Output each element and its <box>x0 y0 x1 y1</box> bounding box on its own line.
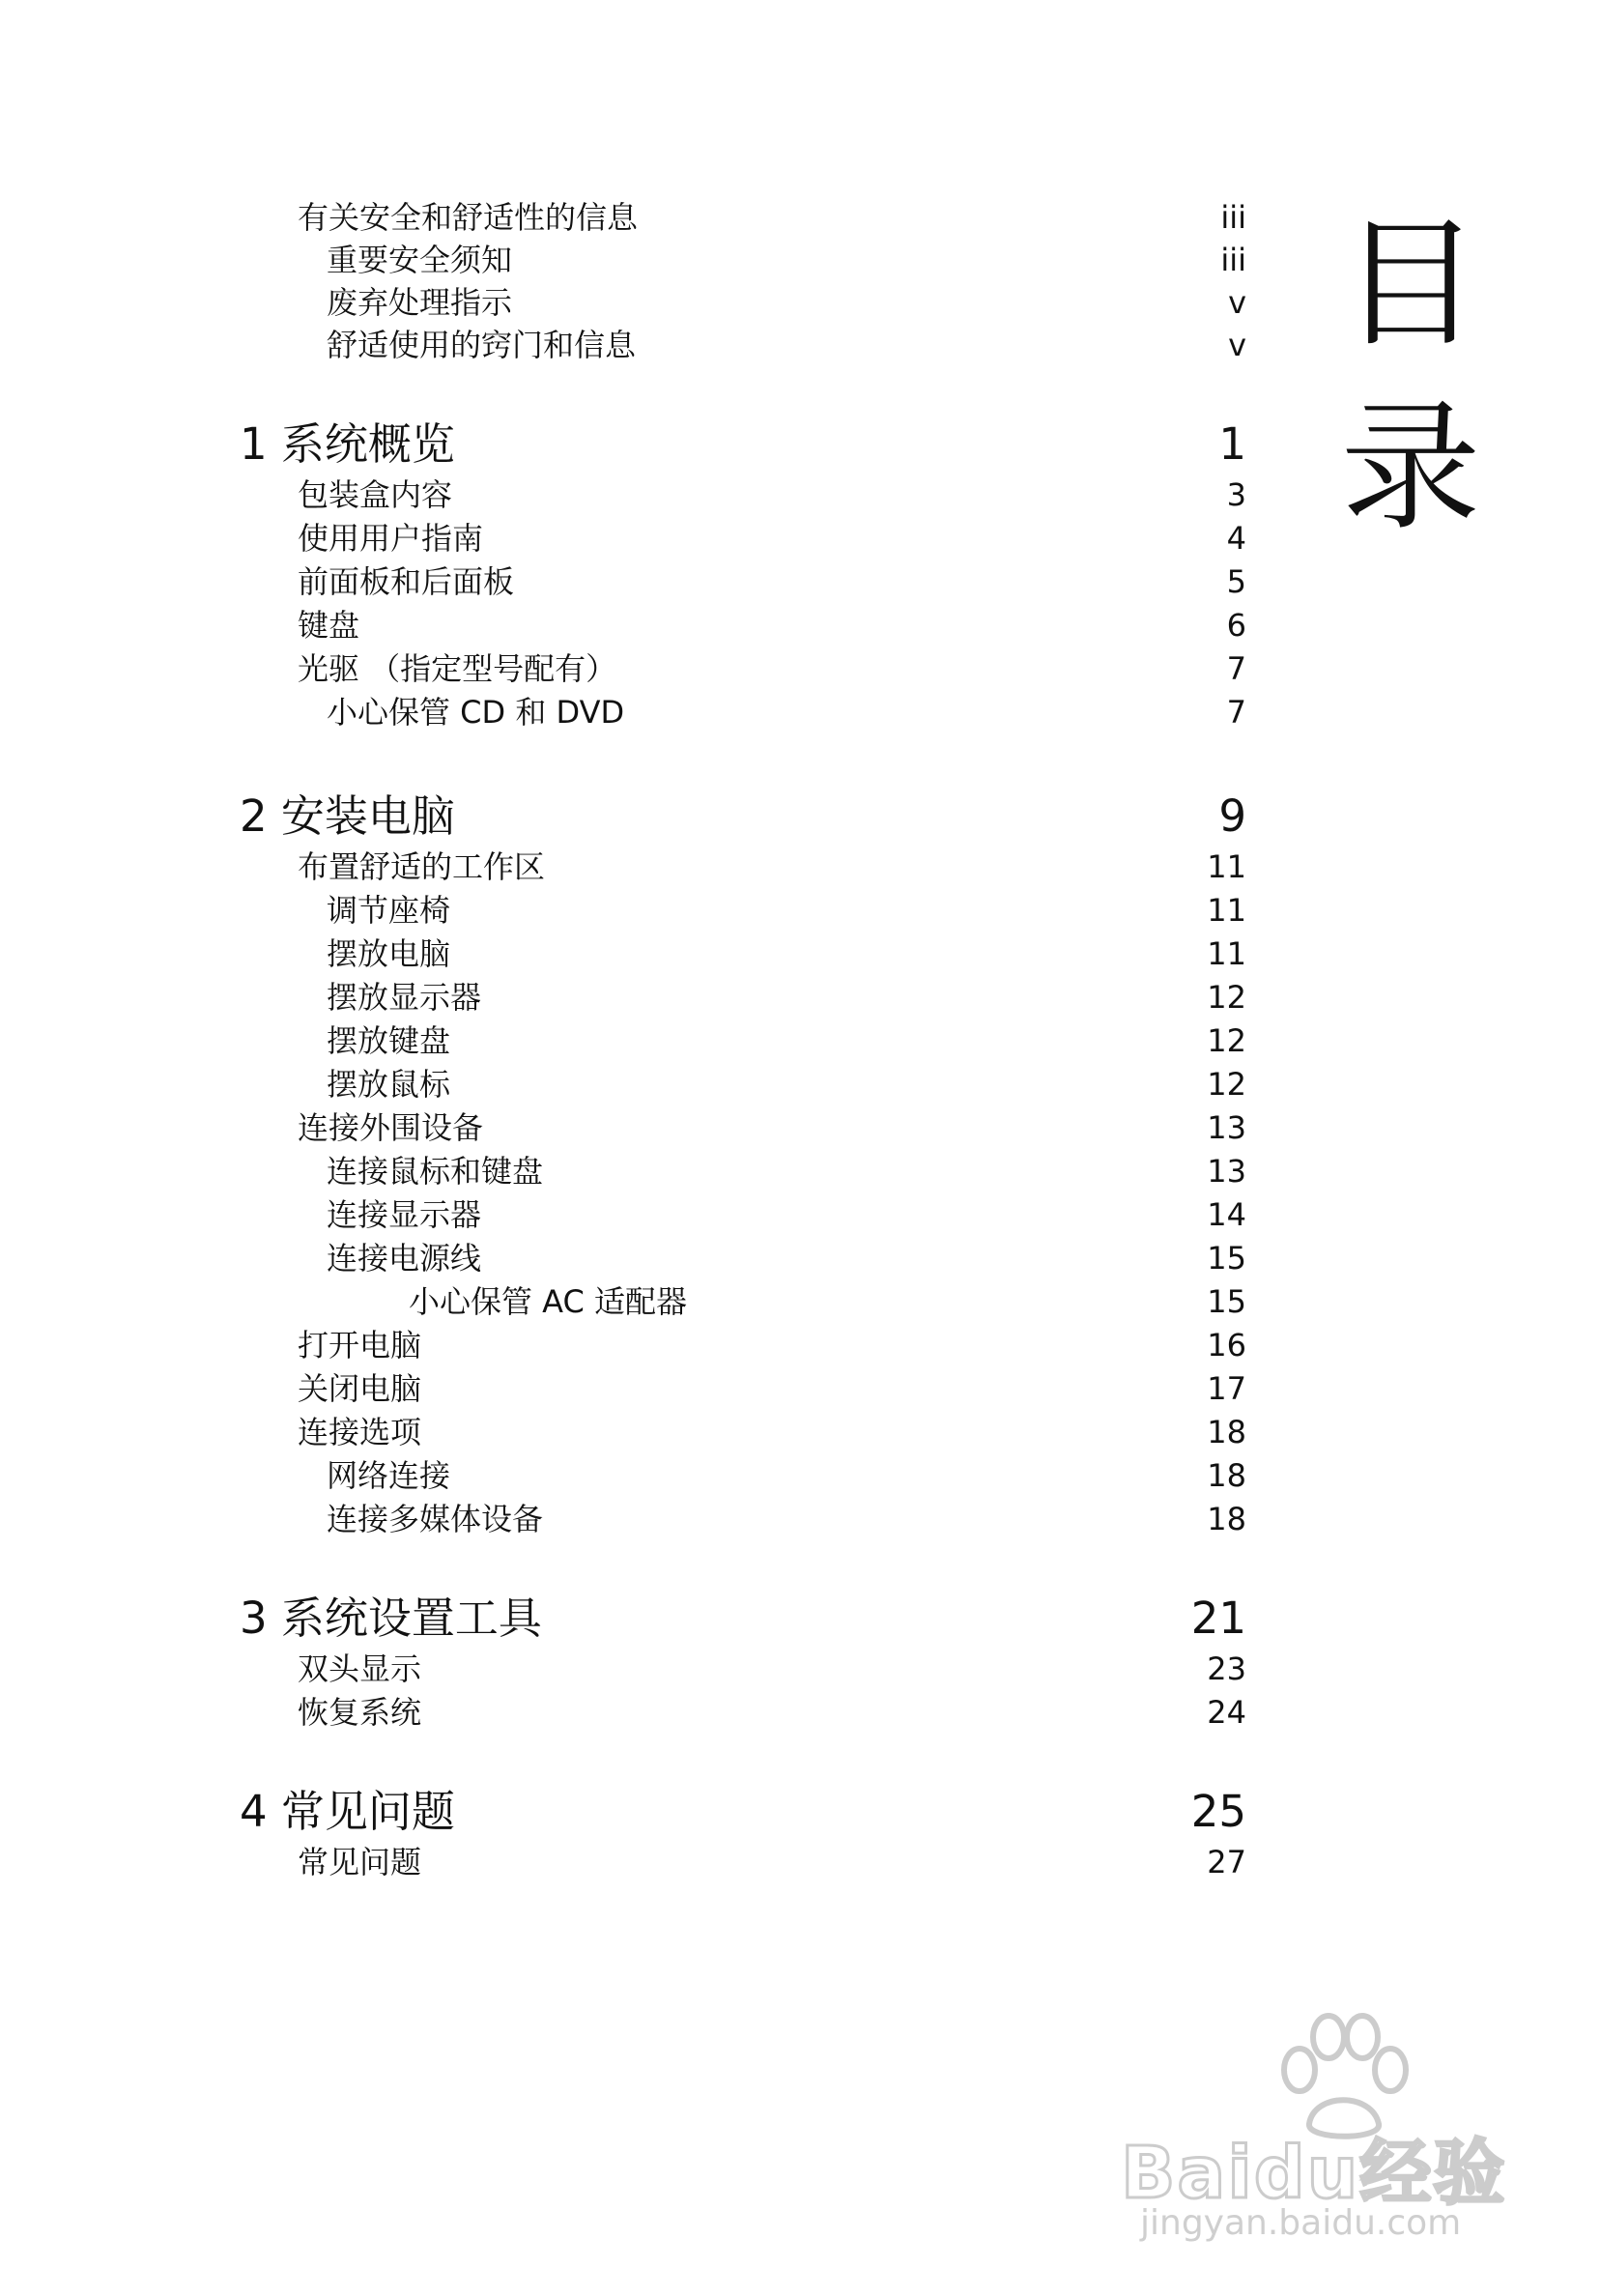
toc-entry-label: 小心保管 CD 和 DVD <box>327 694 625 731</box>
toc-entry-row <box>0 1150 1246 1192</box>
toc-page-number: 23 <box>1207 1650 1246 1687</box>
watermark-url: jingyan.baidu.com <box>1140 2203 1462 2243</box>
toc-page-number: 24 <box>1207 1694 1246 1731</box>
toc-entry-label: 光驱 （指定型号配有） <box>298 650 617 687</box>
toc-entry-label: 调节座椅 <box>327 892 451 929</box>
toc-entry-row <box>0 647 1246 690</box>
toc-page-number: 14 <box>1207 1196 1246 1233</box>
toc-page-number: 12 <box>1207 1022 1246 1059</box>
toc-page-number: 12 <box>1207 979 1246 1016</box>
toc-page-number: 11 <box>1207 935 1246 972</box>
toc-entry-row <box>0 239 1246 281</box>
toc-entry-label: 摆放鼠标 <box>327 1066 451 1103</box>
toc-entry-row <box>0 933 1246 975</box>
toc-entry-label: 布置舒适的工作区 <box>298 848 546 885</box>
toc-page-number: 9 <box>1218 790 1246 842</box>
toc-entry-row <box>0 1019 1246 1062</box>
toc-page-number: 18 <box>1207 1414 1246 1450</box>
toc-entry-row <box>0 196 1246 239</box>
toc-entry-row <box>0 1841 1246 1883</box>
toc-entry-row <box>0 324 1246 366</box>
toc-page-number: 15 <box>1207 1283 1246 1320</box>
toc-chapter-row <box>0 416 1246 474</box>
toc-entry-row <box>0 1237 1246 1279</box>
toc-entry-label: 使用用户指南 <box>298 520 484 557</box>
toc-entry-row <box>0 1106 1246 1149</box>
contents-heading-char-1: 目 <box>1340 203 1481 366</box>
toc-page-number: 5 <box>1226 563 1246 600</box>
toc-entry-label: 连接显示器 <box>327 1196 482 1233</box>
toc-page-number: 27 <box>1207 1844 1246 1880</box>
toc-entry-label: 连接鼠标和键盘 <box>327 1153 544 1190</box>
toc-page-number: 21 <box>1190 1593 1246 1644</box>
toc-page-number: 4 <box>1226 520 1246 557</box>
toc-page-number: 17 <box>1207 1370 1246 1407</box>
toc-entry-label: 双头显示 <box>298 1650 422 1687</box>
toc-page-number: 18 <box>1207 1457 1246 1494</box>
watermark-brand: Baidu经验 <box>1121 2132 1507 2215</box>
toc-entry-label: 3 系统设置工具 <box>240 1593 542 1644</box>
toc-entry-row <box>0 1648 1246 1690</box>
toc-entry-label: 恢复系统 <box>298 1694 422 1731</box>
toc-entry-label: 关闭电脑 <box>298 1370 422 1407</box>
toc-entry-label: 摆放键盘 <box>327 1022 451 1059</box>
toc-page-number: 7 <box>1226 694 1246 731</box>
toc-entry-label: 常见问题 <box>298 1844 422 1880</box>
toc-entry-label: 连接电源线 <box>327 1240 482 1277</box>
toc-entry-row <box>0 1367 1246 1410</box>
toc-page-number: 25 <box>1190 1786 1246 1837</box>
toc-entry-label: 2 安装电脑 <box>240 790 455 842</box>
toc-page-number: 13 <box>1207 1109 1246 1146</box>
toc-entry-label: 重要安全须知 <box>327 242 513 278</box>
toc-entry-label: 1 系统概览 <box>240 418 455 470</box>
toc-page-number: v <box>1228 327 1246 363</box>
toc-page-number: 1 <box>1218 418 1246 470</box>
contents-heading-char-2: 录 <box>1340 387 1481 550</box>
toc-entry-label: 网络连接 <box>327 1457 451 1494</box>
toc-entry-label: 摆放显示器 <box>327 979 482 1016</box>
toc-chapter-row <box>0 788 1246 846</box>
toc-entry-row <box>0 1063 1246 1105</box>
toc-entry-row <box>0 1454 1246 1497</box>
toc-page-number: 16 <box>1207 1327 1246 1363</box>
toc-entry-row <box>0 604 1246 646</box>
toc-entry-label: 有关安全和舒适性的信息 <box>298 199 639 236</box>
toc-page-number: 11 <box>1207 892 1246 929</box>
toc-entry-row <box>0 976 1246 1019</box>
toc-page-number: iii <box>1220 199 1246 236</box>
toc-entry-label: 前面板和后面板 <box>298 563 515 600</box>
toc-page-number: 12 <box>1207 1066 1246 1103</box>
toc-entry-row <box>0 1193 1246 1236</box>
toc-entry-row <box>0 1498 1246 1540</box>
toc-entry-row <box>0 474 1246 516</box>
toc-chapter-row <box>0 1783 1246 1841</box>
toc-page-number: 3 <box>1226 476 1246 513</box>
toc-chapter-row <box>0 1590 1246 1648</box>
toc-entry-row <box>0 281 1246 324</box>
toc-entry-label: 键盘 <box>298 607 360 644</box>
baidu-watermark <box>1121 2010 1556 2252</box>
toc-page-number: 15 <box>1207 1240 1246 1277</box>
toc-entry-label: 小心保管 AC 适配器 <box>409 1283 688 1320</box>
toc-entry-label: 废弃处理指示 <box>327 284 513 321</box>
toc-entry-label: 连接外围设备 <box>298 1109 484 1146</box>
contents-heading <box>1338 193 1483 560</box>
toc-entry-row <box>0 846 1246 888</box>
toc-page-number: 11 <box>1207 848 1246 885</box>
toc-entry-label: 4 常见问题 <box>240 1786 455 1837</box>
toc-entry-row <box>0 889 1246 932</box>
toc-entry-row <box>0 560 1246 603</box>
toc-page-number: v <box>1228 284 1246 321</box>
toc-entry-label: 连接多媒体设备 <box>327 1501 544 1537</box>
toc-page-number: iii <box>1220 242 1246 278</box>
toc-page-number: 6 <box>1226 607 1246 644</box>
toc-entry-row <box>0 1280 1246 1323</box>
toc-page-number: 18 <box>1207 1501 1246 1537</box>
toc-entry-row <box>0 1411 1246 1453</box>
toc-page-number: 7 <box>1226 650 1246 687</box>
toc-entry-label: 包装盒内容 <box>298 476 453 513</box>
toc-entry-row <box>0 517 1246 560</box>
toc-entry-label: 打开电脑 <box>298 1327 422 1363</box>
toc-entry-row <box>0 1691 1246 1734</box>
toc-entry-label: 舒适使用的窍门和信息 <box>327 327 637 363</box>
toc-entry-row <box>0 1324 1246 1366</box>
toc-entry-label: 连接选项 <box>298 1414 422 1450</box>
toc-entry-label: 摆放电脑 <box>327 935 451 972</box>
toc-page-number: 13 <box>1207 1153 1246 1190</box>
toc-entry-row <box>0 691 1246 733</box>
